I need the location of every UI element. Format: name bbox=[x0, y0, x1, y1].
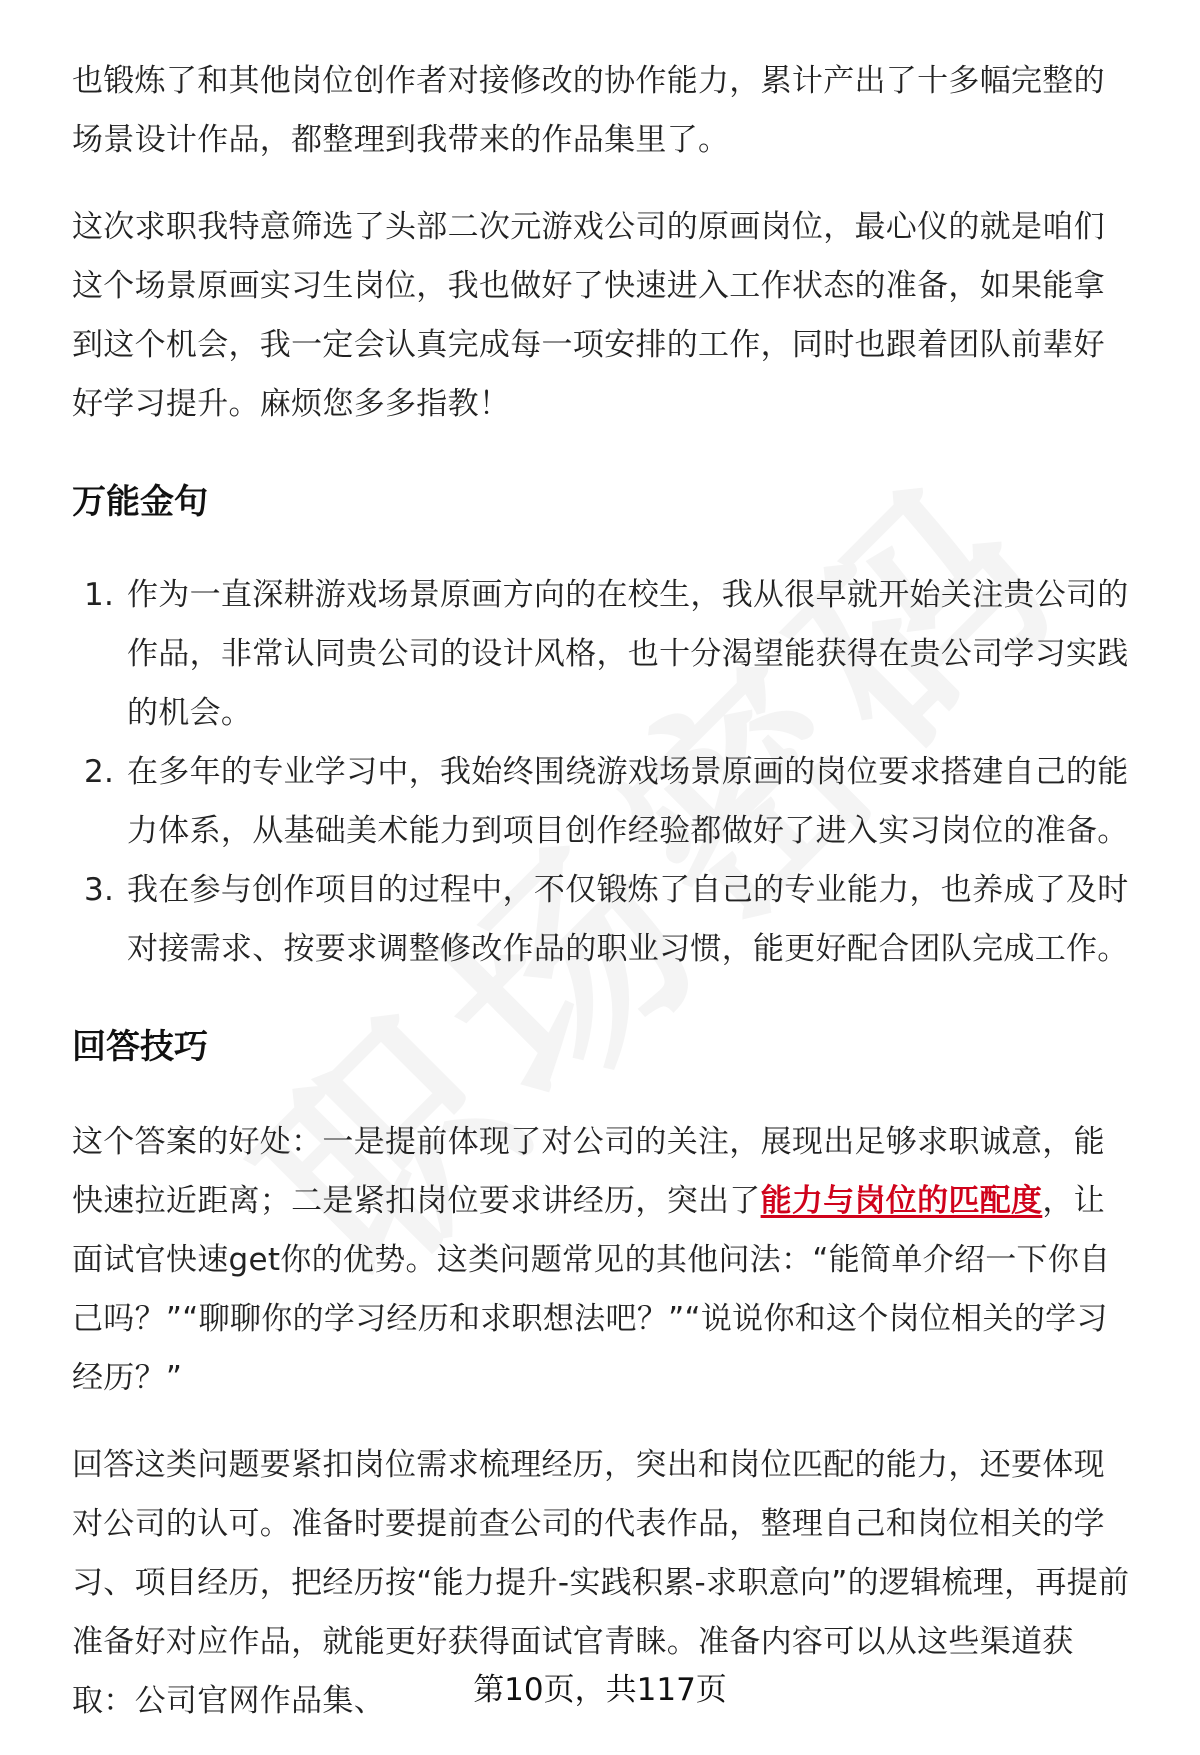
list-item bbox=[72, 861, 1132, 979]
list-item-text: 作为一直深耕游戏场景原画方向的在校生，我从很早就开始关注贵公司的作品，非常认同贵公司的设计风格，也十分渴望能获得在贵公司学习实践的机会。 bbox=[127, 577, 1129, 731]
intro-paragraph-1: 也锻炼了和其他岗位创作者对接修改的协作能力，累计产出了十多幅完整的场景设计作品，都整理到我带来的作品集里了。 bbox=[72, 63, 1105, 158]
golden-sentences-list bbox=[72, 566, 1132, 979]
list-item bbox=[72, 566, 1132, 743]
list-item bbox=[72, 743, 1132, 861]
section-heading-golden-sentences: 万能金句 bbox=[72, 482, 208, 522]
tips-text-before: 这个答案的好处：一是提前体现了对公司的关注，展现出足够求职诚意，能快速拉近距离；二是紧扣岗位要求讲经历，突出了 bbox=[72, 1124, 1105, 1219]
highlight-phrase: 能力与岗位的匹配度 bbox=[760, 1183, 1043, 1219]
tips-paragraph-2: 回答这类问题要紧扣岗位需求梳理经历，突出和岗位匹配的能力，还要体现对公司的认可。准备时要提前查公司的代表作品，整理自己和岗位相关的学习、项目经历，把经历按“能力提升-实践积累-求职意向”的逻辑梳理，再提前准备好对应作品，就能更好获得面试官青睐。准备内容可以从这些渠道获取：公司官网作品集、 bbox=[72, 1447, 1130, 1719]
tips-text-after: ，让面试官快速get你的优势。这类问题常见的其他问法：“能简单介绍一下你自己吗？”“聊聊你的学习经历和求职想法吧？”“说说你和这个岗位相关的学习经历？” bbox=[72, 1183, 1111, 1396]
list-number: 3. bbox=[84, 872, 115, 908]
document-body bbox=[72, 52, 1132, 1731]
tips-paragraph-1 bbox=[72, 1113, 1132, 1408]
list-item-text: 我在参与创作项目的过程中，不仅锻炼了自己的专业能力，也养成了及时对接需求、按要求调整修改作品的职业习惯，能更好配合团队完成工作。 bbox=[127, 872, 1129, 967]
list-number: 2. bbox=[84, 754, 115, 790]
list-number: 1. bbox=[84, 577, 115, 613]
page-number: 第10页，共117页 bbox=[473, 1672, 727, 1708]
section-heading-answer-tips: 回答技巧 bbox=[72, 1027, 208, 1067]
list-item-text: 在多年的专业学习中，我始终围绕游戏场景原画的岗位要求搭建自己的能力体系，从基础美术能力到项目创作经验都做好了进入实习岗位的准备。 bbox=[127, 754, 1129, 849]
intro-paragraph-2: 这次求职我特意筛选了头部二次元游戏公司的原画岗位，最心仪的就是咱们这个场景原画实习生岗位，我也做好了快速进入工作状态的准备，如果能拿到这个机会，我一定会认真完成每一项安排的工作，同时也跟着团队前辈好好学习提升。麻烦您多多指教！ bbox=[72, 209, 1105, 422]
